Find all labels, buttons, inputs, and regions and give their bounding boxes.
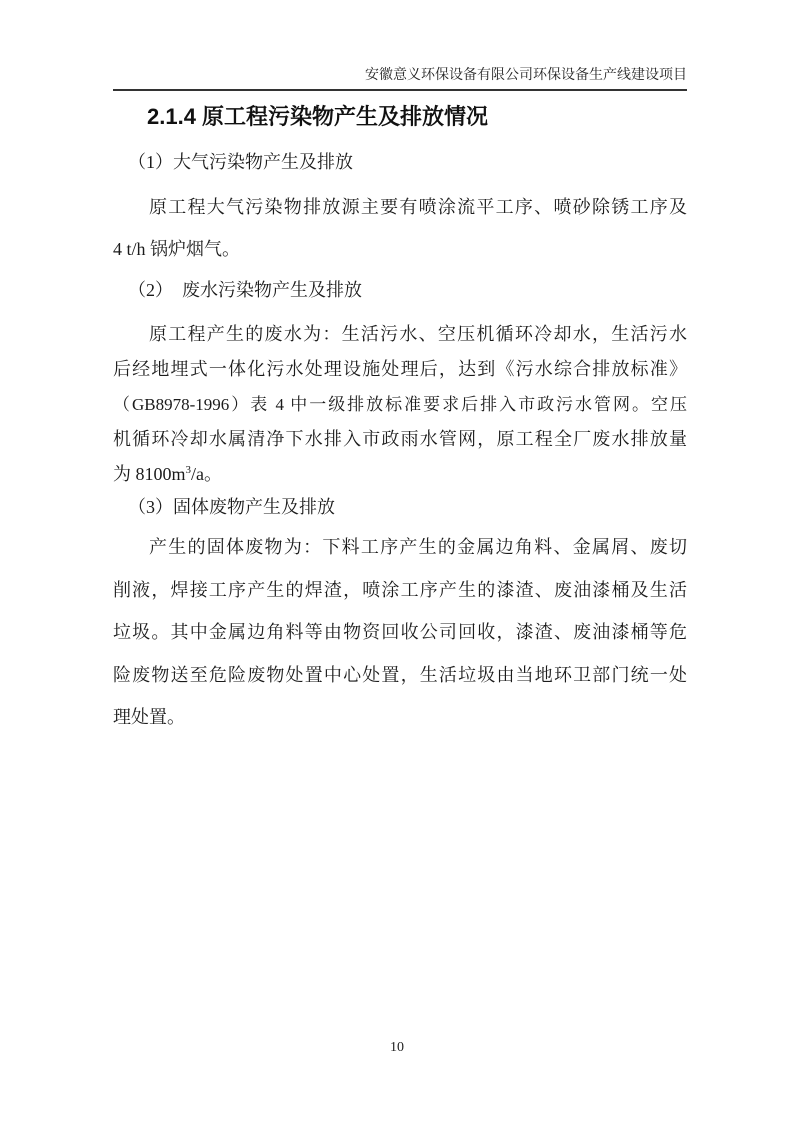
subsection-3-label: （3）固体废物产生及排放 [128, 497, 335, 517]
paragraph-line: 削液，焊接工序产生的焊渣，喷涂工序产生的漆渣、废油漆桶及生活 [113, 579, 687, 600]
paragraph-line: 后经地埋式一体化污水处理设施处理后，达到《污水综合排放标准》 [113, 359, 687, 379]
paragraph-line: （GB8978-1996）表 4 中一级排放标准要求后排入市政污水管网。空压 [113, 395, 687, 414]
section-heading: 2.1.4 原工程污染物产生及排放情况 [147, 104, 489, 129]
paragraph-wastewater [113, 317, 687, 495]
paragraph-air-pollutants [113, 186, 687, 270]
paragraph-solid-waste [113, 526, 687, 739]
page-header [113, 64, 687, 91]
paragraph-line: 产生的固体废物为：下料工序产生的金属边角料、金属屑、废切 [149, 537, 687, 557]
subsection-1-label: （1）大气污染物产生及排放 [128, 152, 353, 172]
paragraph-line: 机循环冷却水属清净下水排入市政雨水管网，原工程全厂废水排放量 [113, 429, 687, 449]
paragraph-line: 险废物送至危险废物处置中心处置，生活垃圾由当地环卫部门统一处 [113, 664, 687, 685]
cubic-meter-superscript: 3 [185, 464, 192, 476]
header-title: 安徽意义环保设备有限公司环保设备生产线建设项目 [365, 68, 687, 83]
paragraph-line: 理处置。 [113, 707, 185, 727]
wastewater-volume-prefix: 为 8100m [113, 464, 186, 484]
wastewater-volume-suffix: /a。 [191, 464, 223, 484]
subsection-2-label: （2） 废水污染物产生及排放 [128, 280, 362, 300]
paragraph-line: 原工程产生的废水为：生活污水、空压机循环冷却水，生活污水 [149, 324, 687, 344]
paragraph-line: 原工程大气污染物排放源主要有喷涂流平工序、喷砂除锈工序及 [149, 197, 687, 217]
paragraph-line: 4 t/h 锅炉烟气。 [113, 239, 241, 259]
paragraph-line-with-superscript [113, 457, 687, 495]
paragraph-line: 垃圾。其中金属边角料等由物资回收公司回收，漆渣、废油漆桶等危 [113, 622, 687, 642]
page-number: 10 [390, 1040, 404, 1055]
